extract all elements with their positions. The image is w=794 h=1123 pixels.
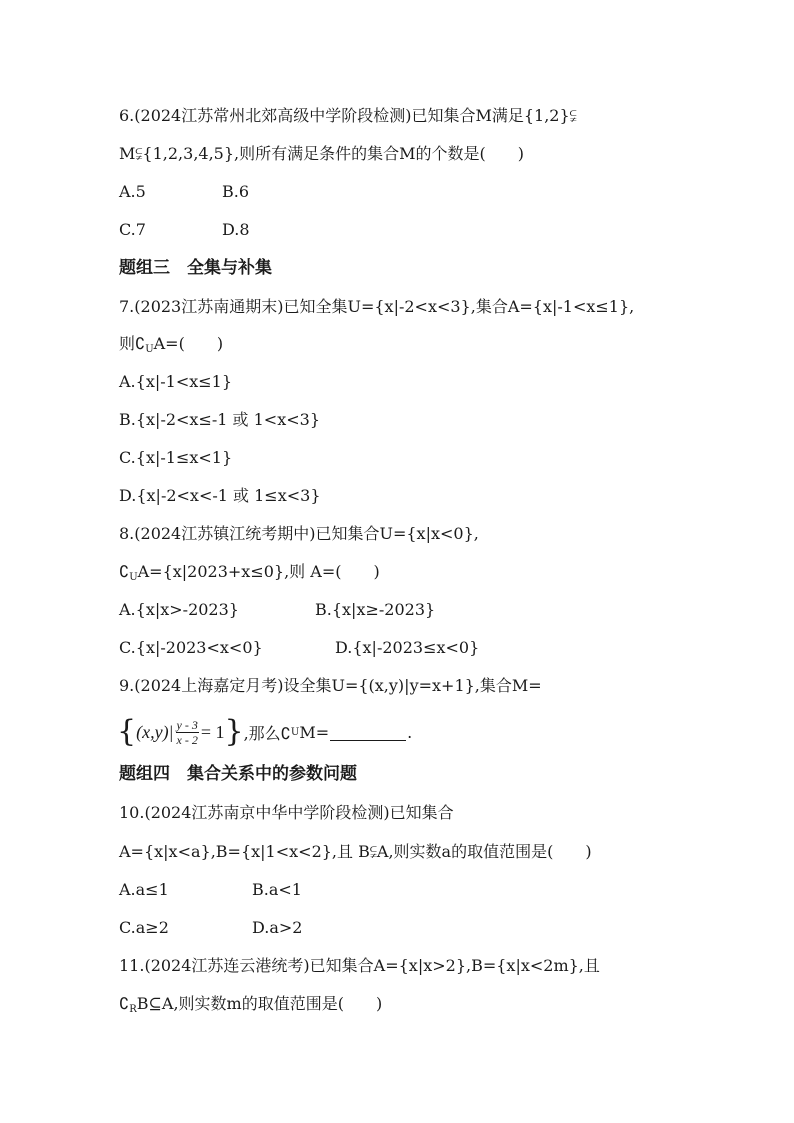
q9-tail-sub: U [290,726,300,738]
q9-answer-blank[interactable] [330,724,406,741]
q9-set-variable: (x,y)| [136,721,174,742]
q6-stem-line2: M⫋{1,2,3,4,5},则所有满足条件的集合M的个数是( ) [119,144,524,163]
q7-stem-line1: 7.(2023江苏南通期末)已知全集U={x|-2<x<3},集合A={x|-1<x≤1}, [119,297,635,316]
q7-line2-sub: U [145,344,154,355]
q9-tail-prefix: ,那么∁ [243,723,291,743]
q7-stem-line2 [119,333,223,361]
q9-fraction-numerator: y - 3 [176,717,198,732]
group3-heading: 题组三 全集与补集 [119,258,272,278]
q9-math-line [117,710,412,754]
q9-fraction-denominator: x - 2 [176,732,198,747]
q8-line2-suffix: A={x|2023+x≤0},则 A=( ) [137,562,380,581]
q6-option-a: A.5 [119,182,146,201]
q9-stem-line1: 9.(2024上海嘉定月考)设全集U={(x,y)|y=x+1},集合M= [119,676,542,695]
q10-stem-line1: 10.(2024江苏南京中华中学阶段检测)已知集合 [119,803,454,822]
q7-line2-suffix: A=( ) [153,334,224,353]
q11-line2-prefix: ∁ [119,994,130,1013]
q7-option-b: B.{x|-2<x≤-1 或 1<x<3} [119,410,320,429]
q8-option-b: B.{x|x≥-2023} [315,600,436,619]
q9-fraction [176,718,199,747]
q10-stem-line2: A={x|x<a},B={x|1<x<2},且 B⫋A,则实数a的取值范围是( ) [119,842,592,861]
q11-stem-line1: 11.(2024江苏连云港统考)已知集合A={x|x>2},B={x|x<2m},且 [119,956,600,975]
q6-stem-line1: 6.(2024江苏常州北郊高级中学阶段检测)已知集合M满足{1,2}⫋ [119,106,577,125]
q6-option-b: B.6 [222,182,250,201]
q6-option-d: D.8 [222,220,250,239]
q8-line2-sub: U [129,572,138,583]
group4-heading: 题组四 集合关系中的参数问题 [119,764,357,784]
q8-option-a: A.{x|x>-2023} [119,600,239,619]
q11-line2-suffix: B⊆A,则实数m的取值范围是( ) [136,994,383,1013]
q11-stem-line2 [119,993,382,1021]
q8-option-d: D.{x|-2023≤x<0} [335,638,480,657]
q9-set-open-brace: { [117,714,137,749]
q9-equals-one: = 1 [200,721,225,742]
q10-option-a: A.a≤1 [119,880,169,899]
q9-tail-suffix: M= [299,722,330,742]
q7-option-a: A.{x|-1<x≤1} [119,372,233,391]
q8-option-c: C.{x|-2023<x<0} [119,638,263,657]
q10-option-c: C.a≥2 [119,918,169,937]
q10-option-b: B.a<1 [252,880,302,899]
q7-option-d: D.{x|-2<x<-1 或 1≤x<3} [119,486,321,505]
q6-option-c: C.7 [119,220,146,239]
q8-stem-line1: 8.(2024江苏镇江统考期中)已知集合U={x|x<0}, [119,524,479,543]
q8-line2-prefix: ∁ [119,562,130,581]
q8-stem-line2 [119,561,380,589]
q7-line2-prefix: 则∁ [119,334,146,353]
q7-option-c: C.{x|-1≤x<1} [119,448,233,467]
q10-option-d: D.a>2 [252,918,303,937]
q9-end-period: . [407,722,413,742]
q11-line2-sub: R [129,1004,137,1015]
q9-set-close-brace: } [224,714,244,749]
